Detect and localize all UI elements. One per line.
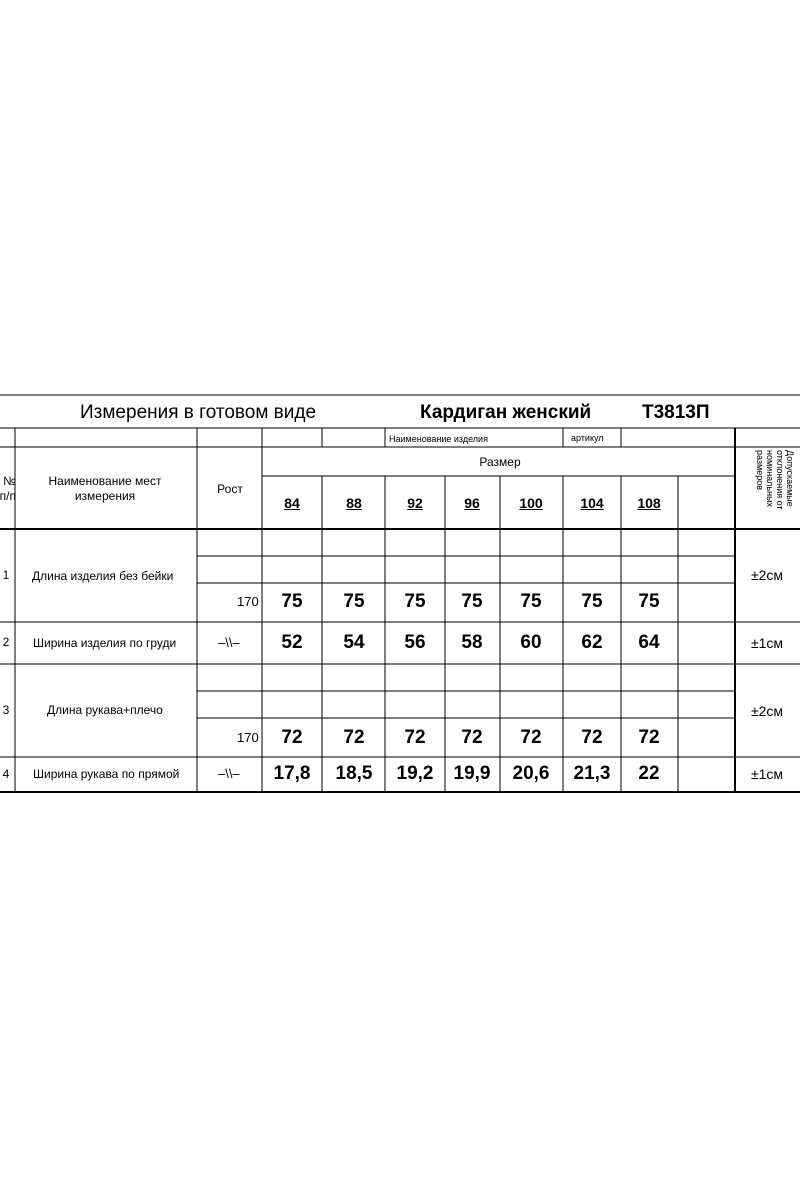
col-header-num: № п/п: [0, 474, 16, 503]
product-name: Кардиган женский: [420, 402, 592, 423]
row-label: Ширина рукава по прямой: [33, 767, 180, 781]
value-cell: 75: [520, 591, 542, 612]
size-header: 100: [519, 495, 543, 511]
value-cell: 72: [638, 727, 660, 748]
product-name-caption: Наименование изделия: [389, 434, 488, 444]
value-cell: 75: [343, 591, 365, 612]
size-header: 88: [346, 495, 362, 511]
value-cell: 18,5: [335, 763, 373, 784]
value-cell: 60: [520, 632, 542, 653]
row-height: –\\–: [218, 635, 240, 650]
row-number: 1: [2, 568, 10, 582]
row-number: 3: [2, 703, 10, 717]
value-cell: 19,2: [396, 763, 434, 784]
tolerance-cell: ±1см: [750, 766, 784, 782]
size-header: 108: [637, 495, 661, 511]
value-cell: 72: [461, 727, 483, 748]
value-cell: 64: [638, 632, 660, 653]
value-cell: 21,3: [573, 763, 611, 784]
col-header-tolerance: Допускаемые отклонения от номинальных размеров: [755, 450, 795, 510]
value-cell: 54: [343, 632, 365, 653]
value-cell: 72: [520, 727, 542, 748]
value-cell: 75: [281, 591, 303, 612]
size-header: 104: [580, 495, 604, 511]
value-cell: 75: [461, 591, 483, 612]
value-cell: 20,6: [512, 763, 550, 784]
col-header-measure: Наименование мест измерения: [48, 474, 162, 503]
article-code: Т3813П: [642, 402, 710, 423]
value-cell: 58: [461, 632, 483, 653]
row-label: Длина рукава+плечо: [47, 703, 163, 717]
article-caption: артикул: [571, 433, 604, 443]
row-number: 4: [2, 767, 10, 781]
row-label: Длина изделия без бейки: [32, 569, 174, 583]
value-cell: 75: [404, 591, 426, 612]
row-number: 2: [2, 635, 10, 649]
col-header-height: Рост: [217, 482, 243, 496]
value-cell: 72: [343, 727, 365, 748]
tolerance-cell: ±1см: [750, 635, 784, 651]
row-height: 170: [237, 594, 259, 609]
value-cell: 62: [581, 632, 603, 653]
value-cell: 17,8: [273, 763, 311, 784]
sheet-title: Измерения в готовом виде: [80, 402, 317, 423]
tolerance-cell: ±2см: [750, 703, 784, 719]
tolerance-cell: ±2см: [750, 567, 784, 583]
value-cell: 52: [281, 632, 303, 653]
value-cell: 72: [404, 727, 426, 748]
value-cell: 56: [404, 632, 426, 653]
size-header: 92: [407, 495, 423, 511]
size-header: 96: [464, 495, 480, 511]
value-cell: 19,9: [453, 763, 491, 784]
value-cell: 22: [638, 763, 660, 784]
value-cell: 75: [638, 591, 660, 612]
row-height: 170: [237, 730, 259, 745]
col-header-size: Размер: [479, 455, 521, 469]
value-cell: 72: [581, 727, 603, 748]
size-header: 84: [284, 495, 300, 511]
value-cell: 72: [281, 727, 303, 748]
row-height: –\\–: [218, 766, 240, 781]
row-label: Ширина изделия по груди: [33, 636, 177, 650]
value-cell: 75: [581, 591, 603, 612]
